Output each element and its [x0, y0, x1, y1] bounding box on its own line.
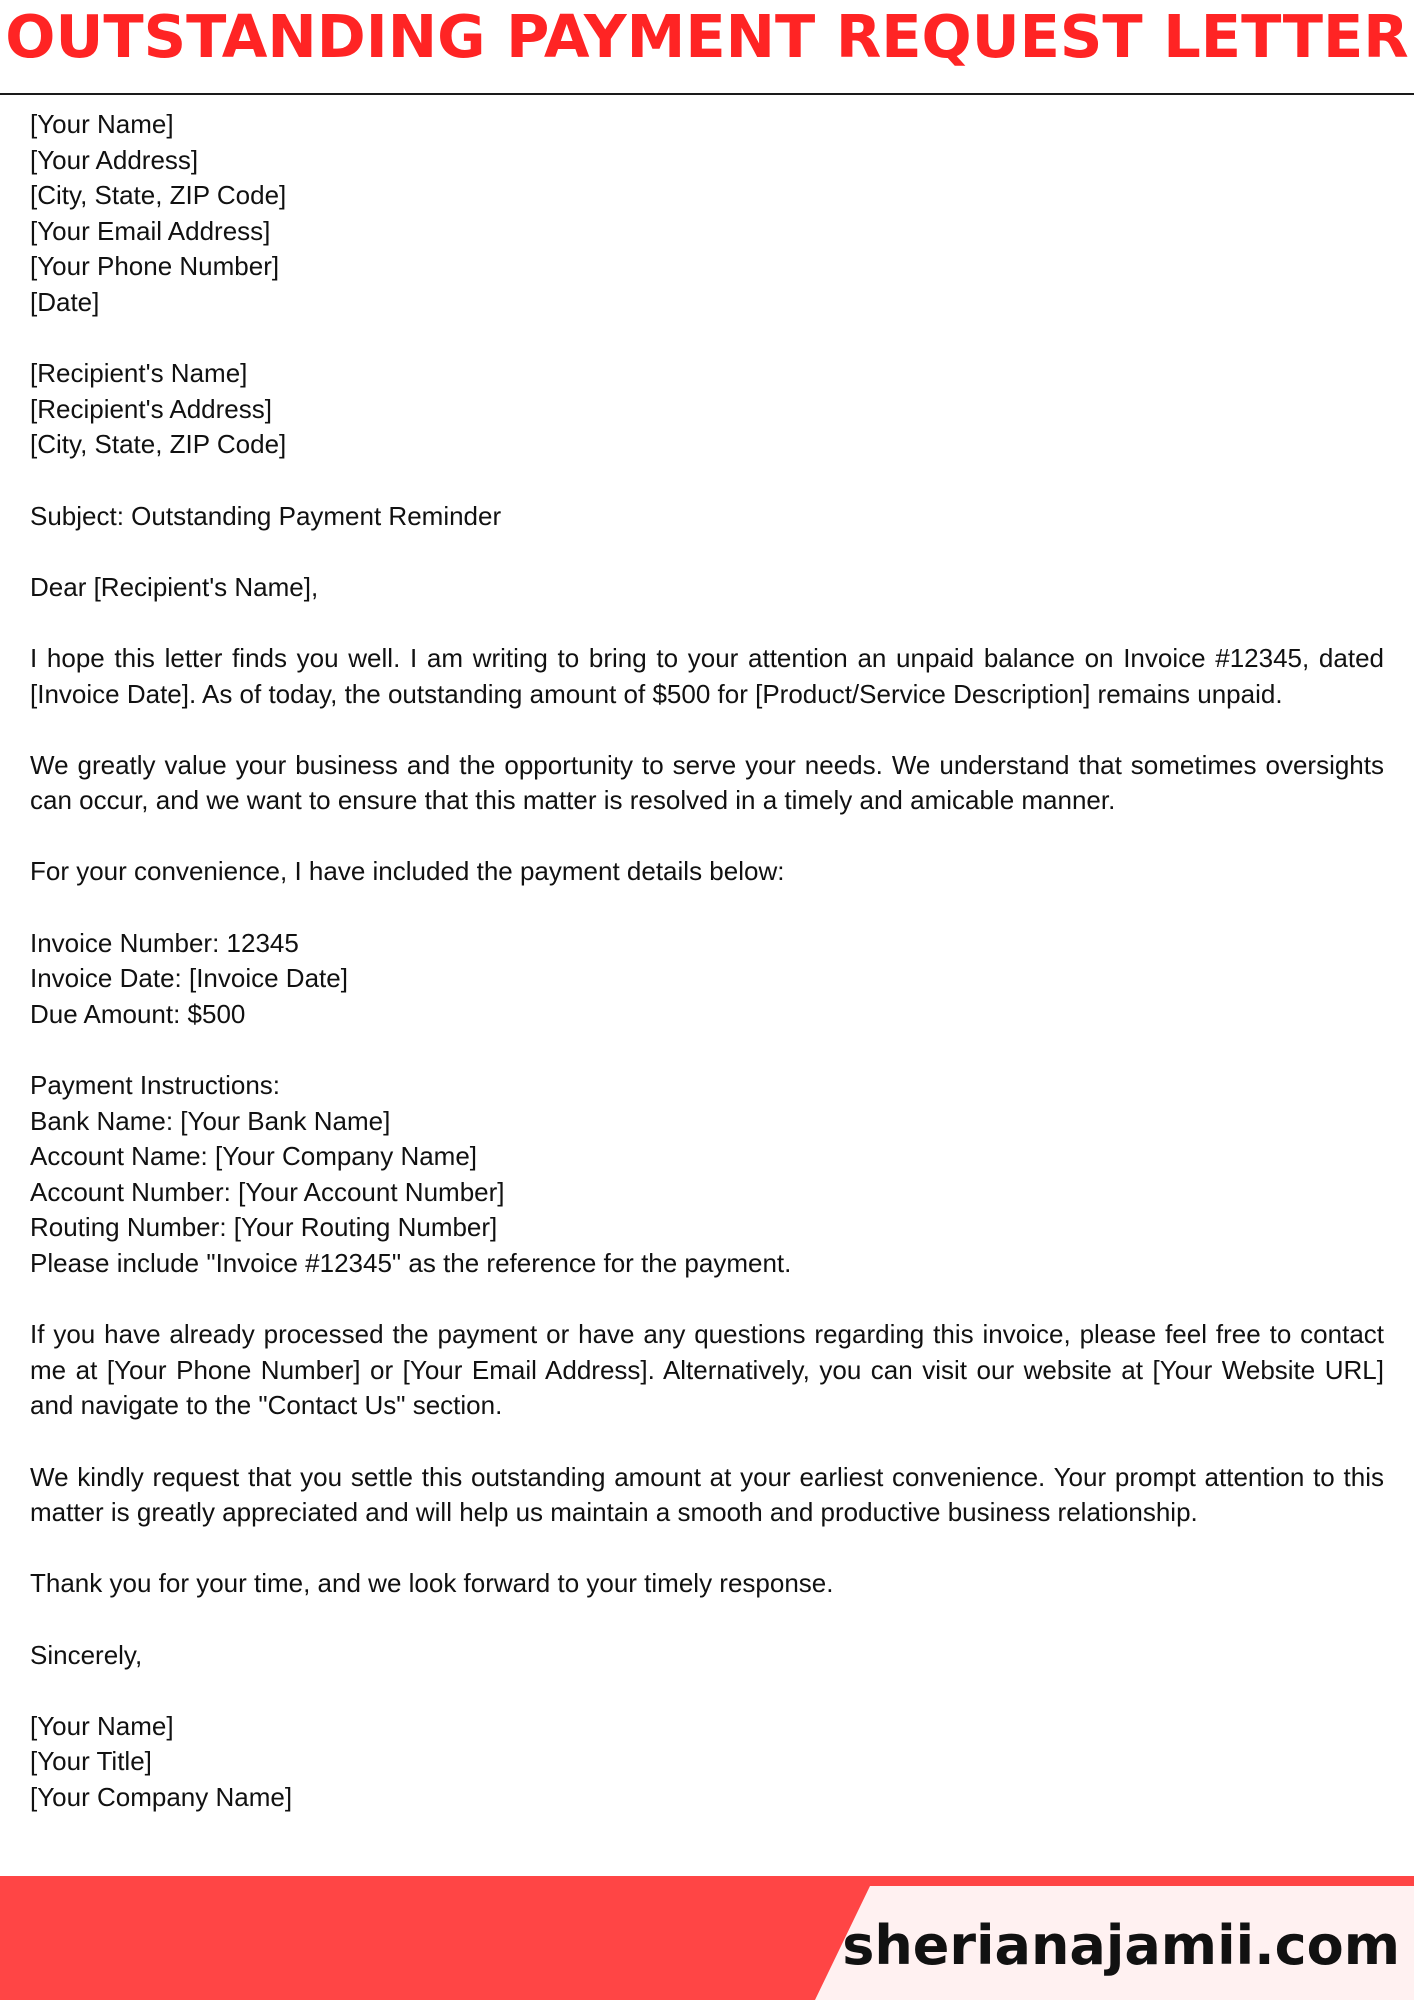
signature-name: [Your Name]	[30, 1710, 174, 1741]
letter-date: [Date]	[30, 286, 100, 317]
payment-instructions-block	[30, 1068, 1384, 1282]
recipient-address: [Recipient's Address]	[30, 393, 272, 424]
recipient-address-block	[30, 356, 1384, 463]
routing-number: Routing Number: [Your Routing Number]	[30, 1212, 498, 1243]
sender-name: [Your Name]	[30, 109, 174, 139]
due-amount: Due Amount: $500	[30, 998, 246, 1029]
payment-reference-note: Please include "Invoice #12345" as the reference for the payment.	[30, 1248, 792, 1278]
request-paragraph: We kindly request that you settle this outstanding amount at your earliest convenience. Your prompt attention to this matter is greatly appreciated and will help us maintain a smooth and productive business relationship.	[30, 1461, 1384, 1528]
signature-block	[30, 1709, 1384, 1816]
payment-instructions-heading: Payment Instructions:	[30, 1070, 280, 1101]
sender-phone: [Your Phone Number]	[30, 251, 280, 282]
footer-website: sherianajamii.com	[842, 1914, 1400, 1977]
signature-title: [Your Title]	[30, 1746, 152, 1777]
invoice-date: Invoice Date: [Invoice Date]	[30, 963, 348, 994]
sender-address-block	[30, 107, 1384, 321]
bank-name: Bank Name: [Your Bank Name]	[30, 1105, 391, 1136]
signature-company: [Your Company Name]	[30, 1781, 293, 1812]
closing: Sincerely,	[30, 1639, 143, 1670]
letter-body	[30, 107, 1384, 1851]
invoice-number: Invoice Number: 12345	[30, 927, 299, 958]
subject-line: Subject: Outstanding Payment Reminder	[30, 500, 502, 531]
account-name: Account Name: [Your Company Name]	[30, 1141, 478, 1172]
sender-email: [Your Email Address]	[30, 215, 271, 246]
convenience-paragraph: For your convenience, I have included the payment details below:	[30, 856, 785, 887]
intro-paragraph: I hope this letter finds you well. I am writing to bring to your attention an unpaid balance on Invoice #12345, dated [Invoice Date]. As of today, the outstanding amount of $500 for [Product/Service Description] remains unpaid.	[30, 642, 1384, 709]
page-title: OUTSTANDING PAYMENT REQUEST LETTER	[5, 2, 1409, 71]
sender-city-state-zip: [City, State, ZIP Code]	[30, 180, 287, 211]
sender-address: [Your Address]	[30, 144, 199, 175]
title-divider	[0, 93, 1414, 95]
recipient-city-state-zip: [City, State, ZIP Code]	[30, 429, 287, 460]
recipient-name: [Recipient's Name]	[30, 358, 248, 389]
invoice-details-block	[30, 926, 1384, 1033]
value-paragraph: We greatly value your business and the opportunity to serve your needs. We understand that sometimes oversights can occur, and we want to ensure that this matter is resolved in a timely and amicable manner.	[30, 749, 1384, 816]
salutation: Dear [Recipient's Name],	[30, 571, 319, 602]
account-number: Account Number: [Your Account Number]	[30, 1176, 505, 1207]
thanks-paragraph: Thank you for your time, and we look forward to your timely response.	[30, 1568, 834, 1599]
contact-paragraph: If you have already processed the payment or have any questions regarding this invoice, please feel free to contact me at [Your Phone Number] or [Your Email Address]. Alternatively, you can visit our website at [Your Website URL] and navigate to the "Contact Us" section.	[30, 1319, 1384, 1421]
